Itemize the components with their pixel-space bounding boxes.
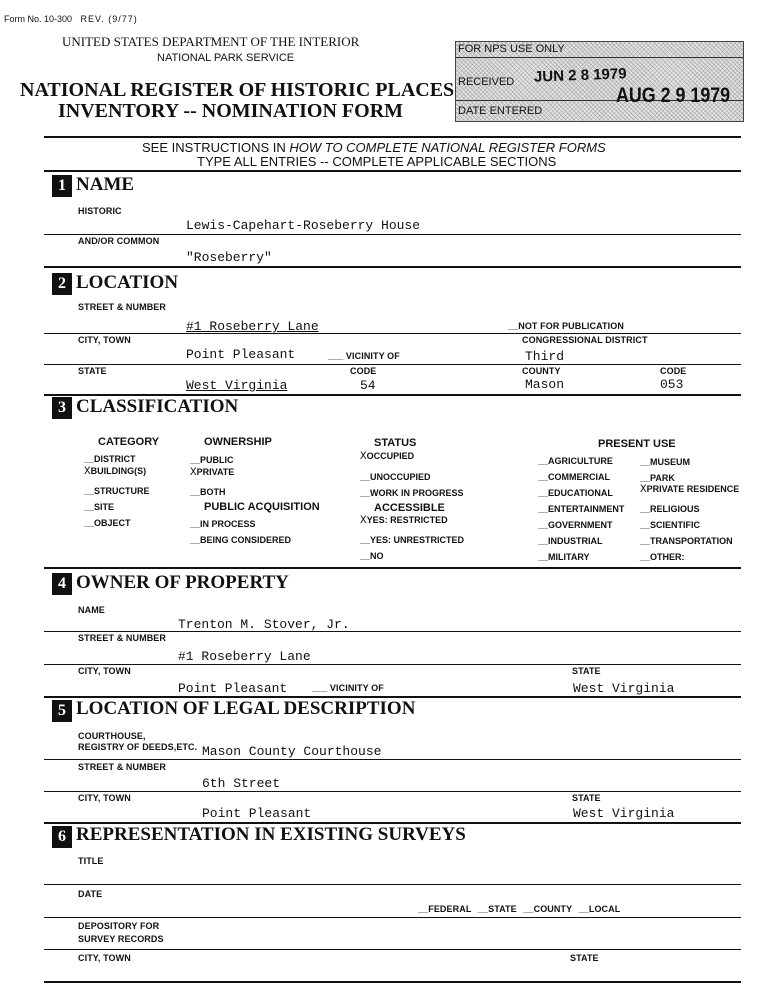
survey-level-local-label: LOCAL (588, 904, 621, 914)
section-4-title: OWNER OF PROPERTY (76, 572, 289, 593)
category-site-label: SITE (94, 502, 115, 512)
access-no-option[interactable]: __NO (360, 551, 384, 561)
public-acquisition-header: PUBLIC ACQUISITION (204, 501, 320, 513)
use-industrial-label: INDUSTRIAL (548, 536, 603, 546)
status-unoccupied-label: UNOCCUPIED (370, 472, 431, 482)
legal-city-field[interactable]: Point Pleasant (202, 806, 312, 821)
owner-street-field[interactable]: #1 Roseberry Lane (178, 649, 311, 664)
owner-city-label: CITY, TOWN (78, 666, 131, 676)
instructions-line1 (142, 140, 606, 155)
common-name-field[interactable]: "Roseberry" (186, 250, 272, 265)
owner-street-label: STREET & NUMBER (78, 633, 167, 643)
survey-level-federal-label: FEDERAL (428, 904, 472, 914)
use-religious-option[interactable]: __RELIGIOUS (640, 504, 700, 514)
category-site-option[interactable]: __SITE (84, 502, 115, 512)
use-military-label: MILITARY (548, 552, 590, 562)
use-private-residence-label: PRIVATE RESIDENCE (646, 484, 740, 494)
owner-city-field[interactable]: Point Pleasant (178, 681, 288, 696)
status-occupied-checkmark: X (360, 451, 367, 463)
instructions-line2: TYPE ALL ENTRIES -- COMPLETE APPLICABLE SECTIONS (197, 154, 557, 169)
category-district-option[interactable]: __DISTRICT (84, 454, 136, 464)
status-occupied-option[interactable] (360, 451, 414, 463)
depository-label-line2: SURVEY RECORDS (78, 934, 164, 944)
use-museum-option[interactable]: __MUSEUM (640, 457, 691, 467)
category-object-option[interactable]: __OBJECT (84, 518, 131, 528)
survey-level-county-label: COUNTY (533, 904, 573, 914)
use-government-option[interactable]: __GOVERNMENT (538, 520, 613, 530)
status-header: STATUS (374, 437, 417, 449)
ownership-private-option[interactable] (190, 467, 234, 479)
acquisition-being-considered-option[interactable]: __BEING CONSIDERED (190, 535, 292, 545)
state-code-field[interactable]: 54 (360, 378, 376, 393)
acquisition-being-considered-label: BEING CONSIDERED (200, 535, 292, 545)
use-entertainment-label: ENTERTAINMENT (548, 504, 625, 514)
category-structure-label: STRUCTURE (94, 486, 150, 496)
use-other-option[interactable]: __OTHER: (640, 552, 685, 562)
use-museum-label: MUSEUM (650, 457, 691, 467)
use-agriculture-option[interactable]: __AGRICULTURE (538, 456, 613, 466)
section-5-title: LOCATION OF LEGAL DESCRIPTION (76, 698, 416, 719)
use-private-residence-checkmark: X (640, 484, 647, 496)
section-1-title: NAME (76, 174, 135, 195)
city-town-label: CITY, TOWN (78, 335, 131, 345)
not-for-publication-option[interactable]: __NOT FOR PUBLICATION (508, 321, 624, 331)
survey-state-label: STATE (570, 953, 599, 963)
survey-city-label: CITY, TOWN (78, 953, 131, 963)
use-park-option[interactable]: __PARK (640, 473, 675, 483)
owner-vicinity-label: VICINITY OF (329, 683, 384, 693)
section-6-number: 6 (52, 826, 72, 848)
instructions-prefix: SEE INSTRUCTIONS IN (142, 140, 290, 155)
survey-levels (418, 904, 620, 914)
category-district-label: DISTRICT (94, 454, 136, 464)
use-industrial-option[interactable]: __INDUSTRIAL (538, 536, 603, 546)
location-city-field[interactable]: Point Pleasant (186, 347, 296, 362)
ownership-both-option[interactable]: __BOTH (190, 487, 226, 497)
category-building-label: BUILDING(S) (90, 466, 147, 476)
depository-label-line1: DEPOSITORY FOR (78, 921, 160, 931)
section-4-number: 4 (52, 573, 72, 595)
category-object-label: OBJECT (94, 518, 131, 528)
nps-use-only-box (455, 41, 744, 122)
status-occupied-label: OCCUPIED (366, 451, 415, 461)
use-entertainment-option[interactable]: __ENTERTAINMENT (538, 504, 625, 514)
owner-name-label: NAME (78, 605, 105, 615)
access-restricted-checkmark: X (360, 515, 367, 527)
access-restricted-option[interactable] (360, 515, 448, 527)
acquisition-in-process-label: IN PROCESS (200, 519, 256, 529)
survey-level-state[interactable]: __STATE (477, 904, 517, 914)
historic-name-field[interactable]: Lewis-Capehart-Roseberry House (186, 218, 421, 233)
street-number-label: STREET & NUMBER (78, 302, 167, 312)
category-building-option[interactable] (84, 466, 146, 478)
ownership-private-checkmark: X (190, 467, 197, 479)
vicinity-of-option[interactable]: ___ VICINITY OF (328, 351, 400, 361)
acquisition-in-process-option[interactable]: __IN PROCESS (190, 519, 256, 529)
legal-city-label: CITY, TOWN (78, 793, 131, 803)
form-title-line2: INVENTORY -- NOMINATION FORM (58, 100, 404, 122)
access-no-label: NO (370, 551, 384, 561)
access-unrestricted-label: YES: UNRESTRICTED (370, 535, 465, 545)
use-religious-label: RELIGIOUS (650, 504, 700, 514)
use-transportation-option[interactable]: __TRANSPORTATION (640, 536, 733, 546)
section-3-number: 3 (52, 397, 72, 419)
use-scientific-option[interactable]: __SCIENTIFIC (640, 520, 701, 530)
survey-level-county[interactable]: __COUNTY (523, 904, 573, 914)
survey-level-state-label: STATE (488, 904, 517, 914)
section-6-title: REPRESENTATION IN EXISTING SURVEYS (76, 824, 466, 845)
status-work-in-progress-label: WORK IN PROGRESS (370, 488, 464, 498)
section-3-title: CLASSIFICATION (76, 396, 239, 417)
use-other-label: OTHER: (650, 552, 685, 562)
category-building-checkmark: X (84, 466, 91, 478)
state-label: STATE (78, 366, 107, 376)
legal-street-label: STREET & NUMBER (78, 762, 167, 772)
form-revision: REV. (9/77) (80, 14, 138, 24)
ownership-header: OWNERSHIP (204, 436, 272, 448)
use-government-label: GOVERNMENT (548, 520, 613, 530)
county-field[interactable]: Mason (525, 377, 565, 392)
ownership-public-label: PUBLIC (200, 455, 234, 465)
use-transportation-label: TRANSPORTATION (650, 536, 733, 546)
state-code-label: CODE (350, 366, 377, 376)
received-label: RECEIVED (458, 76, 515, 88)
date-entered-stamp: AUG 2 9 1979 (616, 84, 731, 107)
section-5-number: 5 (52, 700, 72, 722)
accessible-header: ACCESSIBLE (374, 502, 445, 514)
survey-title-label: TITLE (78, 856, 104, 866)
vicinity-of-label: VICINITY OF (345, 351, 400, 361)
instructions-form-ref: HOW TO COMPLETE NATIONAL REGISTER FORMS (289, 140, 606, 155)
use-agriculture-label: AGRICULTURE (548, 456, 613, 466)
historic-label: HISTORIC (78, 206, 122, 216)
owner-vicinity-option[interactable]: ___ VICINITY OF (312, 683, 384, 693)
survey-level-federal[interactable]: __FEDERAL (418, 904, 472, 914)
legal-state-label: STATE (572, 793, 601, 803)
section-2-number: 2 (52, 273, 72, 295)
not-for-publication-label: NOT FOR PUBLICATION (518, 321, 624, 331)
use-commercial-label: COMMERCIAL (548, 472, 611, 482)
owner-state-label: STATE (572, 666, 601, 676)
county-code-label: CODE (660, 366, 687, 376)
location-state-field[interactable]: West Virginia (186, 378, 288, 393)
ownership-both-label: BOTH (200, 487, 226, 497)
congressional-district-label: CONGRESSIONAL DISTRICT (522, 335, 648, 345)
section-2-title: LOCATION (76, 272, 179, 293)
service-name: NATIONAL PARK SERVICE (157, 52, 295, 64)
access-restricted-label: YES: RESTRICTED (366, 515, 448, 525)
status-unoccupied-option[interactable]: __UNOCCUPIED (360, 472, 431, 482)
category-header: CATEGORY (98, 436, 160, 448)
survey-date-label: DATE (78, 889, 103, 899)
county-label: COUNTY (522, 366, 561, 376)
legal-street-field[interactable]: 6th Street (202, 776, 281, 791)
status-work-in-progress-option[interactable]: __WORK IN PROGRESS (360, 488, 464, 498)
received-date-stamp: JUN 2 8 1979 (533, 65, 627, 86)
owner-name-field[interactable]: Trenton M. Stover, Jr. (178, 617, 350, 632)
owner-state-field[interactable]: West Virginia (573, 681, 675, 696)
form-title-line1: NATIONAL REGISTER OF HISTORIC PLACES (20, 79, 455, 101)
access-unrestricted-option[interactable]: __YES: UNRESTRICTED (360, 535, 465, 545)
use-commercial-option[interactable]: __COMMERCIAL (538, 472, 611, 482)
nps-box-label: FOR NPS USE ONLY (458, 43, 565, 55)
department-name: UNITED STATES DEPARTMENT OF THE INTERIOR (62, 34, 360, 49)
courthouse-label-line1: COURTHOUSE, (78, 731, 146, 741)
legal-state-field[interactable]: West Virginia (573, 806, 675, 821)
use-educational-label: EDUCATIONAL (548, 488, 613, 498)
survey-level-local[interactable]: __LOCAL (578, 904, 621, 914)
common-name-label: AND/OR COMMON (78, 236, 160, 246)
form-number (4, 14, 138, 24)
courthouse-field[interactable]: Mason County Courthouse (202, 744, 382, 759)
use-military-option[interactable]: __MILITARY (538, 552, 590, 562)
location-street-field[interactable]: #1 Roseberry Lane (186, 319, 319, 334)
use-private-residence-option[interactable] (640, 484, 739, 496)
ownership-public-option[interactable]: __PUBLIC (190, 455, 234, 465)
date-entered-label: DATE ENTERED (458, 105, 543, 117)
ownership-private-label: PRIVATE (196, 467, 235, 477)
use-park-label: PARK (650, 473, 675, 483)
use-educational-option[interactable]: __EDUCATIONAL (538, 488, 613, 498)
present-use-header: PRESENT USE (598, 438, 676, 450)
category-structure-option[interactable]: __STRUCTURE (84, 486, 150, 496)
county-code-field[interactable]: 053 (660, 377, 684, 392)
form-number-text: Form No. 10-300 (4, 14, 73, 24)
congressional-district-field[interactable]: Third (525, 349, 565, 364)
use-scientific-label: SCIENTIFIC (650, 520, 701, 530)
courthouse-label-line2: REGISTRY OF DEEDS,ETC. (78, 742, 198, 752)
section-1-number: 1 (52, 175, 72, 197)
